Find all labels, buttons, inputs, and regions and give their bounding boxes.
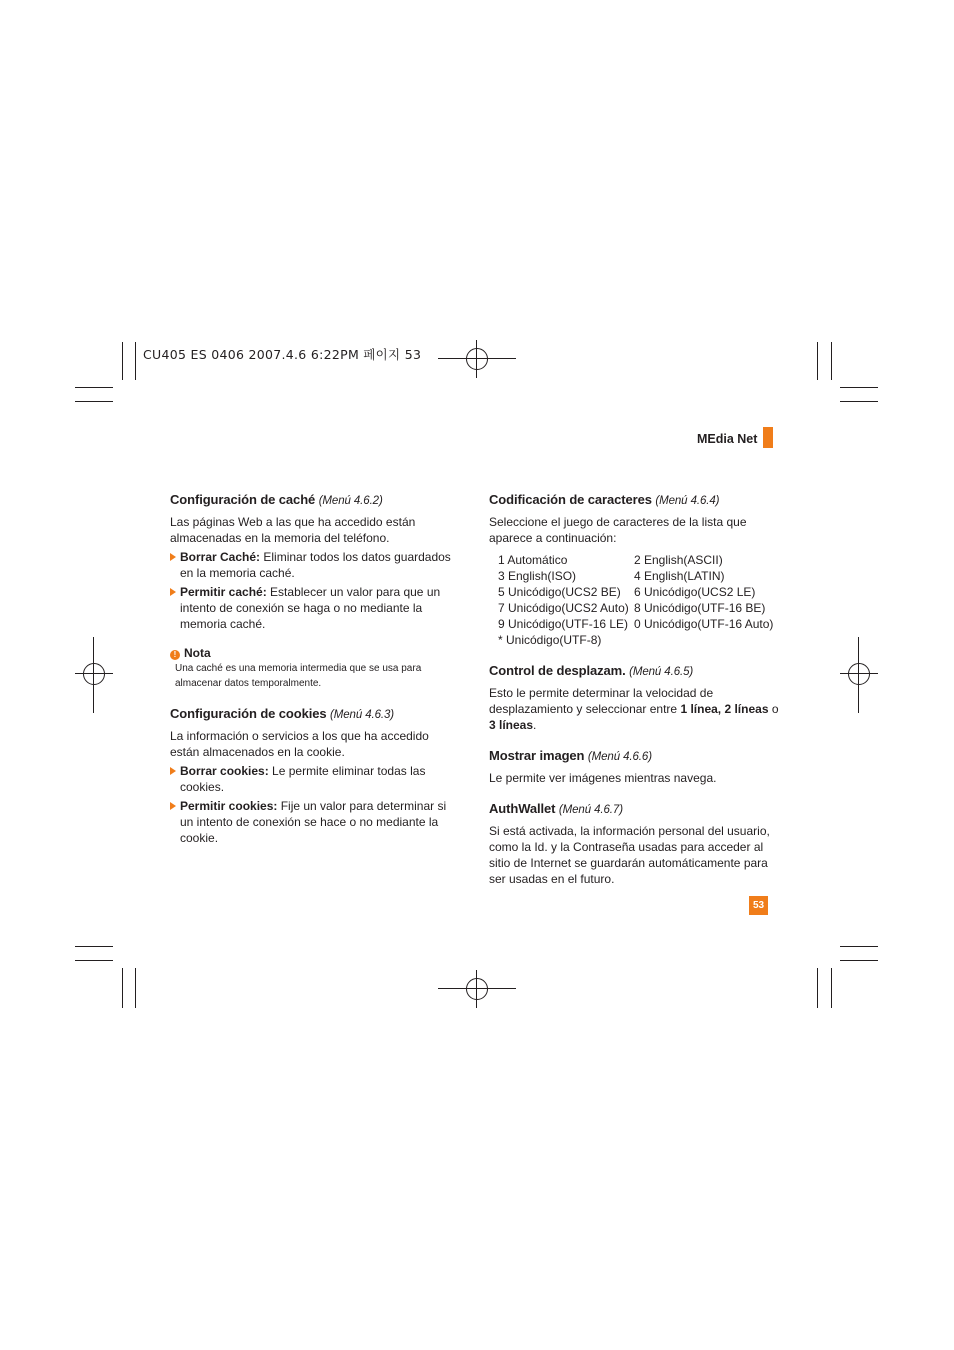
cache-intro: Las páginas Web a las que ha accedido están almacenadas en la memoria del teléfono. <box>170 515 416 545</box>
bullet-label: Borrar cookies: <box>180 764 269 778</box>
scroll-menu-ref: (Menú 4.6.5) <box>629 666 694 678</box>
encoding-option: 5 Unicódigo(UCS2 BE) <box>498 585 621 599</box>
encoding-options <box>489 552 779 648</box>
crop-mark <box>840 946 878 947</box>
crop-mark <box>817 968 818 1008</box>
encoding-option: 0 Unicódigo(UTF-16 Auto) <box>634 617 774 631</box>
bullet-label: Permitir cookies: <box>180 799 278 813</box>
encoding-option: 8 Unicódigo(UTF-16 BE) <box>634 601 766 615</box>
page-number: 53 <box>749 896 768 915</box>
encoding-option: 2 English(ASCII) <box>634 553 723 567</box>
encoding-option: 4 English(LATIN) <box>634 569 725 583</box>
crop-mark <box>75 401 113 402</box>
scroll-title: Control de desplazam. <box>489 663 626 678</box>
right-column <box>489 491 779 887</box>
cookies-bullet-clear <box>170 763 460 795</box>
scroll-text-1: Esto le permite determinar la velocidad de desplazamiento y seleccionar entre <box>489 686 714 716</box>
authwallet-menu-ref: (Menú 4.6.7) <box>558 804 623 816</box>
crop-mark <box>840 401 878 402</box>
crop-mark <box>840 387 878 388</box>
encoding-option: * Unicódigo(UTF-8) <box>498 633 602 647</box>
cache-heading <box>170 491 460 510</box>
encoding-menu-ref: (Menú 4.6.4) <box>655 495 720 507</box>
scroll-option-lines: 1 línea, 2 líneas <box>680 702 769 716</box>
bullet-label: Borrar Caché: <box>180 550 261 564</box>
bullet-arrow-icon <box>170 802 176 810</box>
bullet-text: Establecer un valor para que un intento de conexión se haga o no mediante la memoria caché. <box>180 585 441 631</box>
crop-mark <box>75 960 113 961</box>
encoding-intro: Seleccione el juego de caracteres de la lista que aparece a continuación: <box>489 515 747 545</box>
registration-mark-bottom <box>458 970 496 1008</box>
cookies-bullet-allow <box>170 798 460 846</box>
registration-mark-left <box>75 655 113 693</box>
left-column <box>170 491 460 846</box>
authwallet-heading <box>489 800 779 819</box>
crop-mark <box>135 342 136 380</box>
image-heading <box>489 747 779 766</box>
crop-mark <box>122 968 123 1008</box>
cookies-heading <box>170 705 460 724</box>
scroll-text-2: o <box>768 702 779 716</box>
crop-mark <box>840 960 878 961</box>
crop-mark <box>831 968 832 1008</box>
cookies-title: Configuración de cookies <box>170 706 327 721</box>
crop-mark <box>831 342 832 380</box>
encoding-option: 9 Unicódigo(UTF-16 LE) <box>498 617 629 631</box>
encoding-option: 7 Unicódigo(UCS2 Auto) <box>498 601 629 615</box>
note-text: Una caché es una memoria intermedia que se usa para almacenar datos temporalmente. <box>175 663 422 689</box>
encoding-option: 3 English(ISO) <box>498 569 577 583</box>
crop-mark <box>75 387 113 388</box>
registration-mark-right <box>840 655 878 693</box>
scroll-text-3: . <box>533 718 537 732</box>
cache-bullet-allow <box>170 584 460 632</box>
bullet-label: Permitir caché: <box>180 585 267 599</box>
crop-mark <box>135 968 136 1008</box>
cache-menu-ref: (Menú 4.6.2) <box>318 495 383 507</box>
cache-bullet-clear <box>170 549 460 581</box>
bullet-text: Fije un valor para determinar si un intento de conexión se hace o no mediante la cookie. <box>180 799 447 845</box>
encoding-option: 6 Unicódigo(UCS2 LE) <box>634 585 756 599</box>
image-title: Mostrar imagen <box>489 748 585 763</box>
print-slug: CU405 ES 0406 2007.4.6 6:22PM 페이지 53 <box>143 347 422 362</box>
bullet-arrow-icon <box>170 553 176 561</box>
registration-mark-top <box>458 340 496 378</box>
crop-mark <box>75 946 113 947</box>
encoding-title: Codificación de caracteres <box>489 492 652 507</box>
warning-icon: ! <box>170 650 180 660</box>
authwallet-title: AuthWallet <box>489 801 556 816</box>
bullet-text: Eliminar todos los datos guardados en la memoria caché. <box>180 550 451 580</box>
cookies-intro: La información o servicios a los que ha accedido están almacenados en la cookie. <box>170 729 429 759</box>
image-menu-ref: (Menú 4.6.6) <box>587 751 652 763</box>
authwallet-text: Si está activada, la información personal del usuario, como la Id. y la Contraseña usadas para acceder al sitio de Internet se guardarán automáticamente para ser usadas en el futuro. <box>489 824 770 886</box>
bullet-text: Le permite eliminar todas las cookies. <box>180 764 426 794</box>
note-heading <box>170 645 460 661</box>
crop-mark <box>817 342 818 380</box>
crop-mark <box>122 342 123 380</box>
section-header-title: MEdia Net <box>697 432 758 446</box>
section-header-tab <box>763 427 773 448</box>
encoding-option: 1 Automático <box>498 553 568 567</box>
cache-title: Configuración de caché <box>170 492 316 507</box>
encoding-heading <box>489 491 779 510</box>
scroll-option-three: 3 líneas <box>489 718 534 732</box>
scroll-heading <box>489 662 779 681</box>
bullet-arrow-icon <box>170 588 176 596</box>
bullet-arrow-icon <box>170 767 176 775</box>
cookies-menu-ref: (Menú 4.6.3) <box>330 709 395 721</box>
scroll-text <box>489 685 779 733</box>
note-title: Nota <box>184 646 211 660</box>
image-text: Le permite ver imágenes mientras navega. <box>489 771 717 785</box>
